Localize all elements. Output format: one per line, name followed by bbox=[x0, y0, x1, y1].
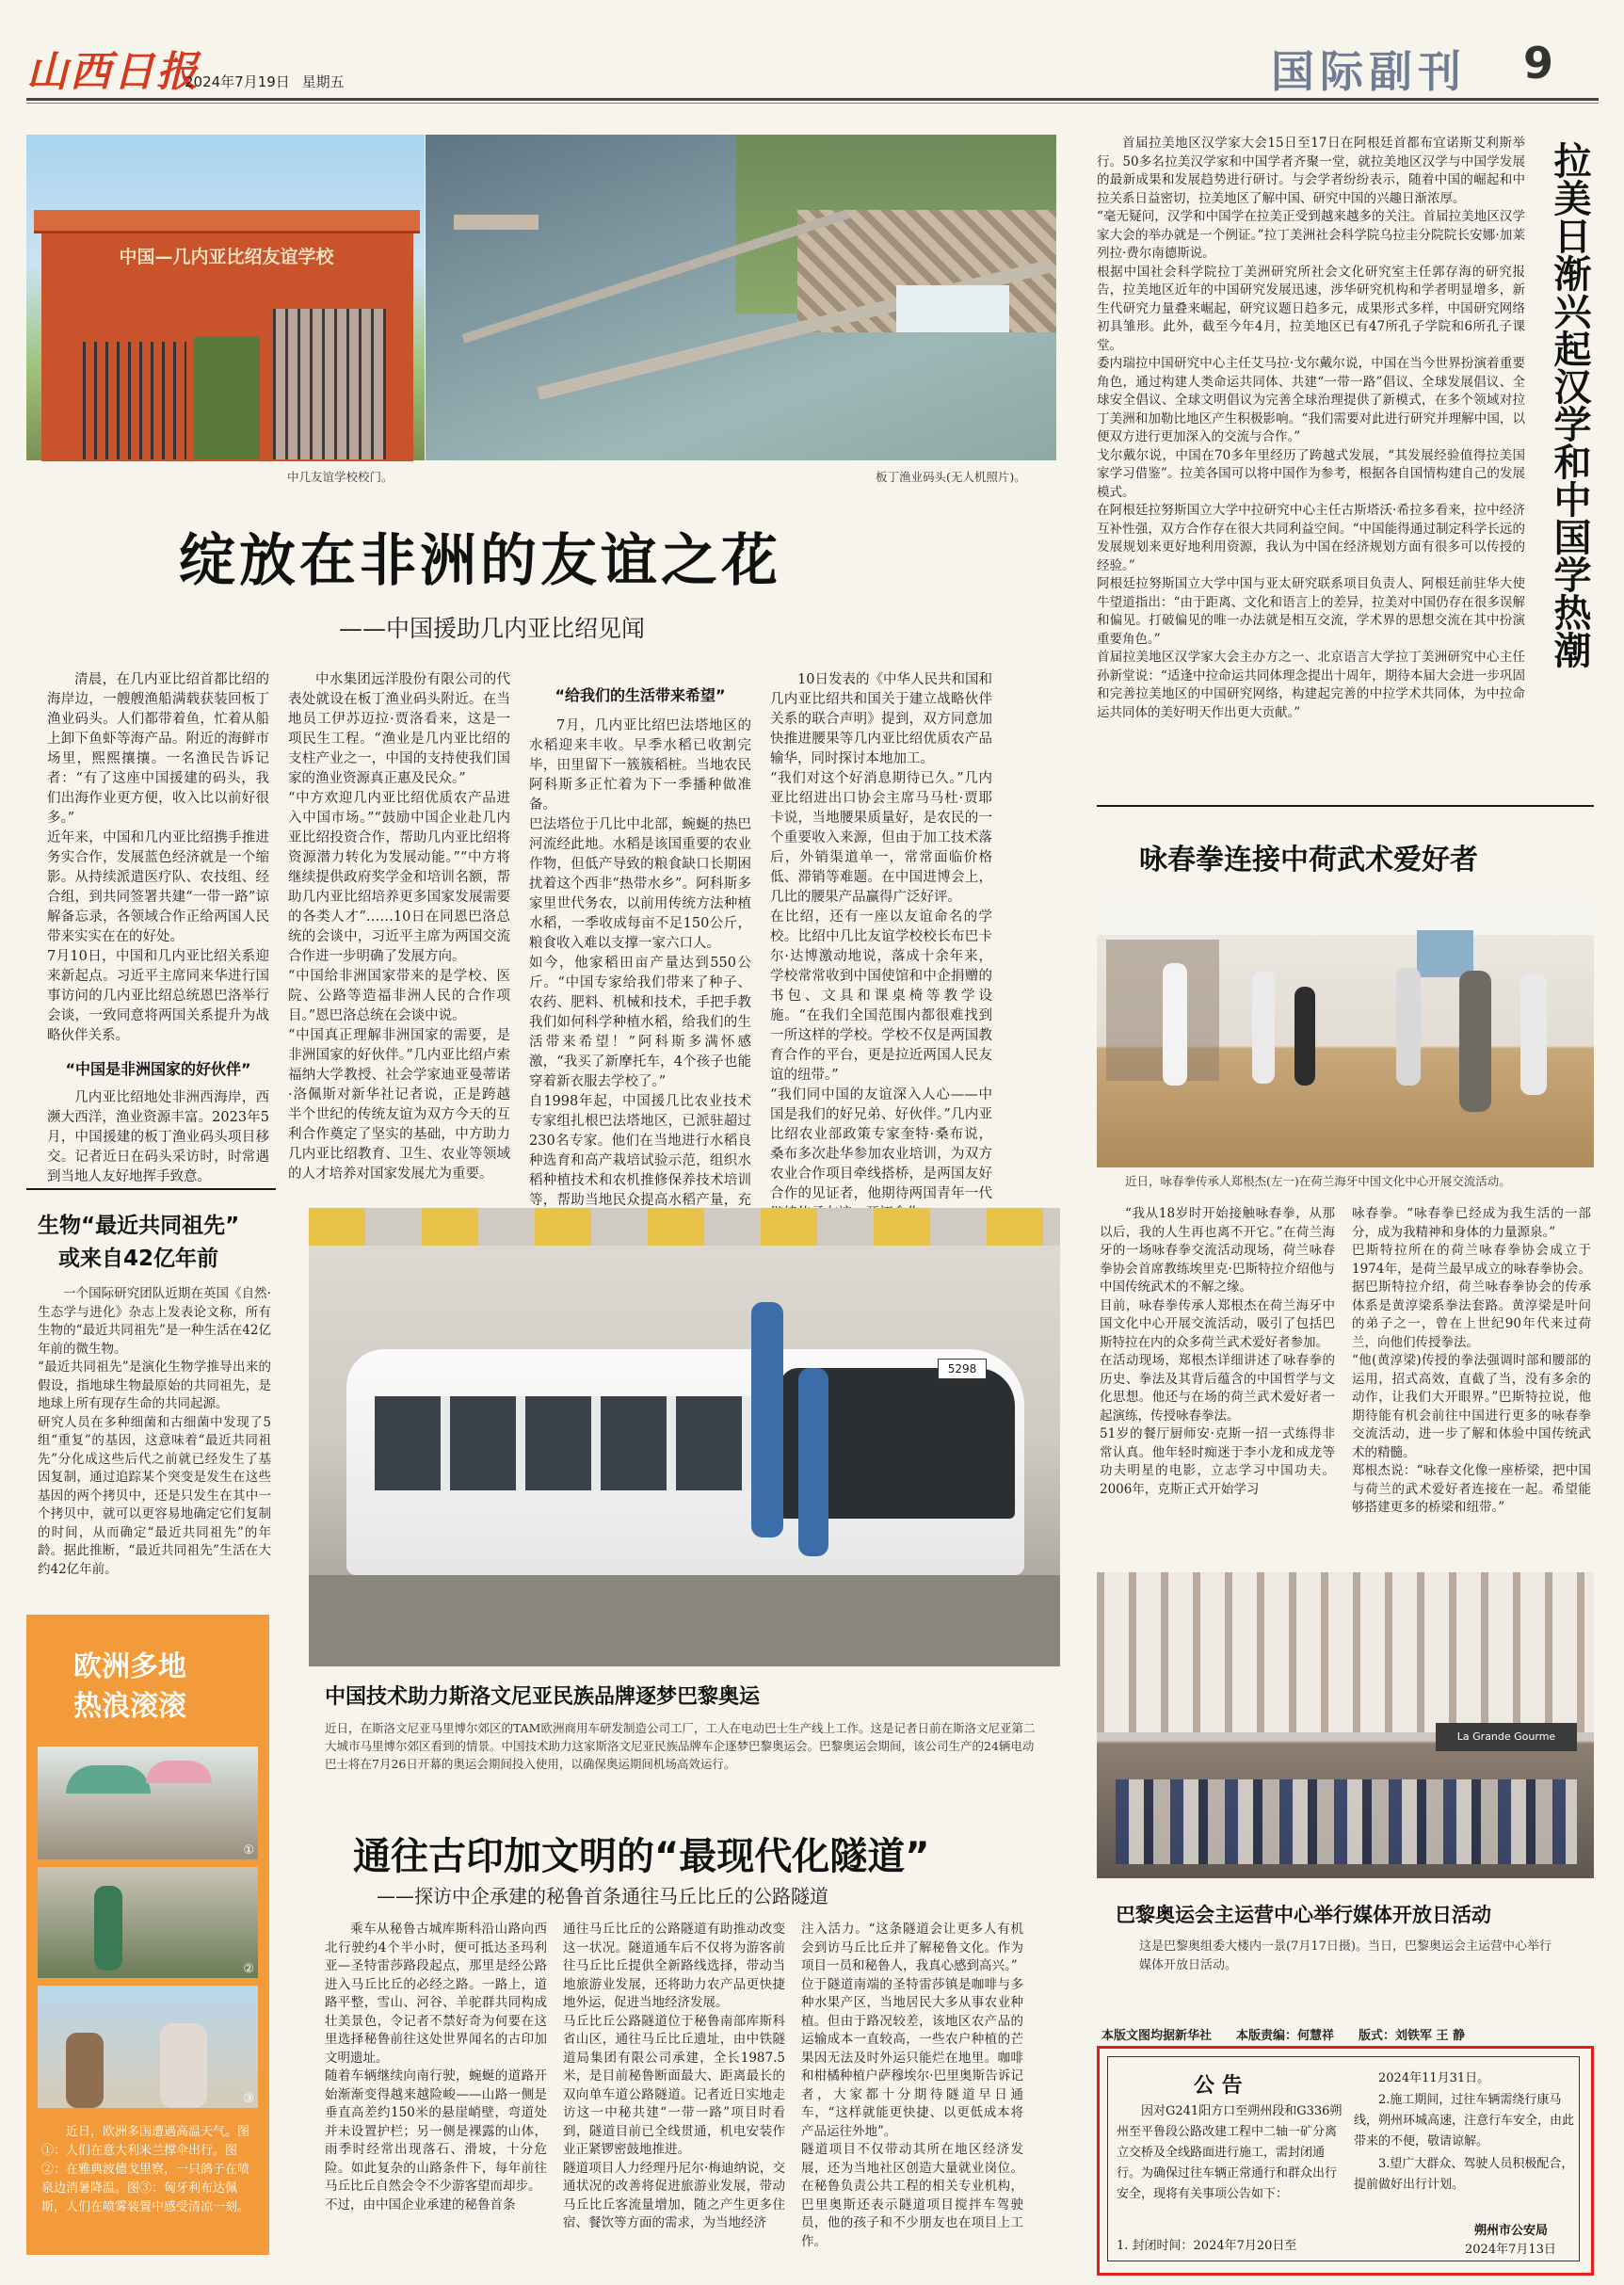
notice-title: 公 告 bbox=[1194, 2074, 1243, 2098]
heatwave-photo-1 bbox=[38, 1746, 258, 1859]
heatwave-marker-2: ② bbox=[243, 1962, 254, 1976]
tunnel-col2-text: 通往马丘比丘的公路隧道有助推动改变这一状况。隧道通车后不仅将为游客前往马丘比丘提供全新路线选择，带动当地旅游业发展，还将助力农产品更快捷地外运，促进当地经济发展。 马丘比丘公路隧道位于秘鲁南部库斯科省山区，通往马丘比丘遗址，由中铁隧道局集团有限公司承建，全长1987.5米，是目前秘鲁断面最大、距离最长的双向单车道公路隧道。记者近日实地走访这一中秘共建“一带一路”项目时看到，隧道目前已全线贯通，机电安装作业正紧锣密鼓地推进。 隧道项目人力经理丹尼尔·梅迪纳说，交通状况的改善将促进旅游业发展，带动马丘比丘客流量增加，随之产生更多住宿、餐饮等方面的需求，为当地经济 bbox=[563, 1922, 785, 2230]
heatwave-title-2: 热浪滚滚 bbox=[73, 1690, 186, 1723]
wushu-col1 bbox=[1100, 1205, 1335, 1525]
tunnel-subtitle: ——探访中企承建的秘鲁首条通往马丘比丘的公路隧道 bbox=[377, 1885, 828, 1907]
pier-aerial-photo bbox=[426, 135, 1056, 460]
section-title: 国际副刊 bbox=[1271, 46, 1467, 97]
notice-date: 2024年7月13日 bbox=[1465, 2243, 1556, 2257]
heatwave-caption: 近日，欧洲多国遭遇高温天气。图①：人们在意大利米兰撑伞出行。图②：在雅典波德戈里察，一只鸽子在喷泉边消暑降温。图③：匈牙利布达佩斯，人们在喷雾装置中感受清凉一刻。 bbox=[41, 2125, 250, 2214]
latin-body-text: 首届拉美地区汉学家大会15日至17日在阿根廷首都布宜诺斯艾利斯举行。50多名拉美汉学家和中国学者齐聚一堂，就拉美地区汉学与中国学发展的最新成果和发展趋势进行研讨。与会学者纷纷表示，随着中国的崛起和中拉关系日益密切，拉美地区了解中国、研究中国的兴趣日渐浓厚。 “毫无疑问，汉学和中国学在拉美正受到越来越多的关注。首届拉美地区汉学家大会的举办就是一个例证。”拉丁美洲社会科学院乌拉圭分院院长安娜·加莱列拉·费尔南德斯说。 根据中国社会科学院拉丁美洲研究所社会文化研究室主任郭存海的研究报告，拉美地区近年的中国研究发展迅速，涉华研究机构和学者明显增多，新生代研究力量叠来崛起，研究议题日趋多元，成果形式多样，中国研究网络初具雏形。此外，截至今年4月，拉美地区已有47所孔子学院和6所孔子课堂。 委内瑞拉中国研究中心主任艾马拉·戈尔戴尔说，中国在当今世界扮演着重要角色，通过构建人类命运共同体、共建“一带一路”倡议、全球发展倡议、全球安全倡议、全球文明倡议为完善全球治理提供了新模式，在多个领域对拉丁美洲和加勒比地区产生积极影响。“我们需要对此进行研究并理解中国，以便双方进行更加深入的交流与合作。” 戈尔戴尔说，中国在70多年里经历了跨越式发展，“其发展经验值得拉美国家学习借鉴”。拉美各国可以将中国作为参考，根据各自国情构建自己的发展模式。 在阿根廷拉努斯国立大学中拉研究中心主任古斯塔沃·希拉多看来，拉中经济互补性强，双方合作存在很大共同利益空间。“中国能得通过制定科学长远的发展规划来更好地利用资源，我认为中国在经济规划方面有很多可以传授的经验。” 阿根廷拉努斯国立大学中国与亚太研究联系项目负责人、阿根廷前驻华大使牛望道指出：“由于距离、文化和语言上的差异，拉美对中国仍存在很多误解和偏见。打破偏见的唯一办法就是相互交流，学术界的思想交流在其中扮演重要角色。” 首届拉美地区汉学家大会主办方之一、北京语言大学拉丁美洲研究中心主任孙新堂说：“适逢中拉命运共同体理念提出十周年，期待本届大会进一步巩固和完善拉美地区的中国研究网络，构建起完善的中拉学术共同体，为中拉命运共同体的美好明天作出更大贡献。” bbox=[1097, 136, 1525, 720]
masthead-date bbox=[185, 72, 345, 91]
africa-col4 bbox=[770, 670, 992, 1201]
notice-item-1: 1. 封闭时间：2024年7月20日至 bbox=[1117, 2239, 1297, 2253]
masthead-rule-thin bbox=[26, 103, 1599, 104]
tunnel-col1-text: 乘车从秘鲁古城库斯科沿山路向西北行驶约4个半小时，便可抵达圣玛利亚—圣特雷莎路段起点，那里是经公路进入马丘比丘的必经之路。一路上，道路平整，雪山、河谷、羊驼群共同构成壮美景色，令记者不禁好奇为何要在这里选择秘鲁前往这处世界闻名的古印加文明遗址。 随着车辆继续向南行驶，蜿蜒的道路开始渐渐变得越来越险峻——山路一侧是垂直高差约150米的悬崖峭壁，弯道处并未设置护栏；另一侧是裸露的山体，雨季时经常出现落石、滑坡，十分危险。如此复杂的山路条件下，每年前往马丘比丘自然会令不少游客望而却步。 不过，由中国企业承建的秘鲁首条 bbox=[325, 1922, 547, 2213]
paris-title: 巴黎奥运会主运营中心举行媒体开放日活动 bbox=[1116, 1904, 1491, 1926]
tunnel-col3 bbox=[801, 1921, 1023, 2278]
africa-title: 绽放在非洲的友谊之花 bbox=[179, 528, 781, 594]
latin-divider bbox=[1097, 805, 1594, 807]
masthead-rule bbox=[26, 98, 1599, 101]
heatwave-photo-3 bbox=[38, 1986, 258, 2108]
issue-weekday: 星期五 bbox=[301, 73, 345, 90]
paris-sign: La Grande Gourme bbox=[1436, 1723, 1577, 1751]
bus-factory-photo bbox=[309, 1208, 1060, 1666]
wushu-col2-text: 咏春拳。“咏春拳已经成为我生活的一部分，成为我精神和身体的力量源泉。” 巴斯特拉所在的荷兰咏春拳协会成立于1974年，是荷兰最早成立的咏春拳协会。据巴斯特拉介绍，荷兰咏春拳协会的传承体系是黄淳梁系拳法套路。黄淳梁是叶问的弟子之一，曾在上世纪90年代来过荷兰，向他们传授拳法。 “他(黄淳梁)传授的拳法强调时部和腰部的运用，招式高效，直截了当，没有多余的动作，让我们大开眼界。”巴斯特拉说，他期待能有机会前往中国进行更多的咏春拳交流活动，进一步了解和体验中国传统武术的精髓。 郑根杰说：“咏春文化像一座桥梁，把中国与荷兰的武术爱好者连接在一起。希望能够搭建更多的桥梁和纽带。” bbox=[1352, 1206, 1591, 1515]
tunnel-col1 bbox=[325, 1921, 547, 2278]
notice-issuer: 朔州市公安局 bbox=[1474, 2224, 1549, 2238]
africa-subhead-2: “给我们的生活带来希望” bbox=[555, 686, 726, 704]
ancestor-title-1: 生物“最近共同祖先” bbox=[38, 1214, 240, 1238]
africa-col3-text: 7月，几内亚比绍巴法塔地区的水稻迎来丰收。早季水稻已收割完毕，田里留下一簇簇稻桩。当地农民阿科斯多正忙着为下一季播种做准备。 巴法塔位于几比中北部，蜿蜒的热巴河流经此地。水稻是该国重要的农业作物，但低产导致的粮食缺口长期困扰着这个西非“热带水乡”。阿科斯多家里世代务农，以前用传统方法种植水稻，一季收成每亩不足150公斤，粮食收入难以支撑一家六口人。 如今，他家稻田亩产量达到550公斤。“中国专家给我们带来了种子、农药、肥料、机械和技术，手把手教我们如何科学种植水稻，给我们的生活带来希望！”阿科斯多满怀感激，“我买了新摩托车，4个孩子也能穿着新衣服去学校了。” 自1998年起，中国援几比农业技术专家组扎根巴法塔地区，已派驻超过230名专家。他们在当地进行水稻良种选育和高产栽培试验示范，组织水稻种植技术和农机推修保养技术培训等，帮助当地民众提高水稻产量，充 bbox=[529, 718, 751, 1208]
africa-col3 bbox=[529, 670, 751, 1208]
page-credits: 本版文图均据新华社 本版责编：何慧祥 版式：刘铁军 王 静 bbox=[1101, 2029, 1466, 2043]
bus-title: 中国技术助力斯洛文尼亚民族品牌逐梦巴黎奥运 bbox=[325, 1685, 761, 1709]
wushu-photo bbox=[1097, 897, 1594, 1167]
school-photo-caption: 中几友谊学校校门。 bbox=[287, 470, 394, 484]
notice-box bbox=[1097, 2046, 1594, 2276]
ancestor-title-2: 或来自42亿年前 bbox=[58, 1247, 219, 1271]
africa-col2 bbox=[288, 670, 510, 1182]
heatwave-title-1: 欧洲多地 bbox=[73, 1650, 186, 1683]
wushu-title: 咏春拳连接中荷武术爱好者 bbox=[1139, 844, 1478, 877]
issue-date: 2024年7月19日 bbox=[185, 73, 290, 90]
left-col-divider bbox=[26, 1188, 276, 1190]
heatwave-box bbox=[26, 1615, 269, 2255]
heatwave-photo-2 bbox=[38, 1867, 258, 1978]
tunnel-col3-text: 注入活力。“这条隧道会让更多人有机会到访马丘比丘并了解秘鲁文化。作为项目一员和秘鲁人，我真心感到高兴。” 位于隧道南端的圣特雷莎镇是咖啡与多种水果产区，当地居民大多从事农业种植。但由于路况较差，该地区农产品的运输成本一直较高，一些农户种植的芒果因无法及时外运只能烂在地里。咖啡和柑橘种植户萨穆埃尔·巴里奥斯告诉记者，大家都十分期待隧道早日通车，“这样就能更快捷、以更低成本将产品运往外地”。 隧道项目不仅带动其所在地区经济发展，还为当地社区创造大量就业岗位。在秘鲁负责公共工程的相关专业机构，巴里奥斯还表示隧道项目搅拌车驾驶员，他的孩子和不少朋友也在项目上工作。 bbox=[801, 1922, 1023, 2249]
notice-right-top: 2024年11月31日。 bbox=[1378, 2071, 1490, 2085]
tunnel-col2 bbox=[563, 1921, 785, 2278]
school-gate-photo bbox=[26, 135, 425, 460]
bus-caption: 近日，在斯洛文尼亚马里博尔郊区的TAM欧洲商用车研发制造公司工厂，工人在电动巴士生产线上工作。这是记者日前在斯洛文尼亚第二大城市马里博尔郊区看到的情景。中国技术助力这家斯洛文尼亚民族品牌车企逐梦巴黎奥运会。巴黎奥运会期间，该公司生产的24辆电动巴士将在7月26日开幕的奥运会期间投入使用，以确保奥运期间机场高效运行。 bbox=[325, 1721, 1036, 1771]
notice-item-2: 2.施工期间，过往车辆需绕行康马线，朔州环城高速，注意行车安全，由此带来的不便，敬请谅解。 bbox=[1354, 2093, 1575, 2148]
latin-body bbox=[1097, 135, 1525, 784]
africa-col1-text-b: 几内亚比绍地处非洲西海岸，西濒大西洋，渔业资源丰富。2023年5月，中国援建的板丁渔业码头项目移交。记者近日在码头采访时，时常遇到当地人友好地挥手致意。 bbox=[47, 1090, 269, 1184]
heatwave-marker-3: ③ bbox=[243, 2092, 254, 2106]
notice-body: 因对G241阳方口至朔州段和G336朔州至平鲁段公路改建工程中二轴一矿分离立交桥及全线路面进行施工，需封闭通行。为确保过往车辆正常通行和群众出行安全，现将有关事项公告如下： bbox=[1117, 2104, 1343, 2201]
heatwave-marker-1: ① bbox=[243, 1843, 254, 1858]
school-gate-sign: 中国—几内亚比绍友谊学校 bbox=[119, 247, 334, 267]
latin-title: 拉美日渐兴起汉学和中国学热潮 bbox=[1548, 141, 1591, 668]
ancestor-body bbox=[38, 1285, 271, 1610]
tunnel-title: 通往古印加文明的“最现代化隧道” bbox=[353, 1835, 930, 1878]
paris-hall-photo bbox=[1097, 1572, 1594, 1878]
wushu-col2 bbox=[1352, 1205, 1591, 1525]
notice-item-3: 3.望广大群众、驾驶人员积极配合，提前做好出行计划。 bbox=[1354, 2157, 1574, 2192]
africa-col2-text: 中水集团远洋股份有限公司的代表处就设在板丁渔业码头附近。在当地员工伊苏迈拉·贾洛看来，这是一项民生工程。“渔业是几内亚比绍的支柱产业之一，中国的支持使我们国家的渔业资源真正惠及民众。” “中方欢迎几内亚比绍优质农产品进入中国市场。”“鼓励中国企业赴几内亚比绍投资合作，帮助几内亚比绍将资源潜力转化为发展动能。”“中方将继续提供政府奖学金和培训名额，帮助几内亚比绍培养更多国家发展需要的各类人才”……10日在同恩巴洛总统的会谈中，习近平主席为两国交流合作进一步明确了发展方向。 “中国给非洲国家带来的是学校、医院、公路等造福非洲人民的合作项目。”恩巴洛总统在会谈中说。 “中国真正理解非洲国家的需要，是非洲国家的好伙伴。”几内亚比绍卢索福纳大学教授、社会学家迪亚曼蒂诺·洛佩斯对新华社记者说，正是跨越半个世纪的传统友谊为双方今天的互利合作奠定了坚实的基础，中方助力几内亚比绍教育、卫生、农业等领域的人才培养对国家发展尤为重要。 bbox=[288, 672, 510, 1182]
wushu-col1-text: “我从18岁时开始接触咏春拳，从那以后，我的人生再也离不开它。”在荷兰海牙的一场咏春拳交流活动现场，荷兰咏春拳协会首席教练埃里克·巴斯特拉介绍他与中国传统武术的不解之缘。 目前，咏春拳传承人郑根杰在荷兰海牙中国文化中心开展交流活动，吸引了包括巴斯特拉在内的众多荷兰武术爱好者参加。 在活动现场，郑根杰详细讲述了咏春拳的历史、拳法及其背后蕴含的中国哲学与文化思想。他还与在场的荷兰武术爱好者一起演练，传授咏春拳法。 51岁的餐厅厨师安·克斯一招一式练得非常认真。他年轻时痴迷于李小龙和成龙等功夫明星的电影，立志学习中国功夫。2006年，克斯正式开始学习 bbox=[1100, 1206, 1335, 1497]
paris-caption: 这是巴黎奥组委大楼内一景(7月17日摄)。当日，巴黎奥运会主运营中心举行媒体开放日活动。 bbox=[1139, 1939, 1552, 1972]
masthead-logo: 山西日报 bbox=[26, 48, 200, 96]
africa-col1-text-a: 清晨，在几内亚比绍首都比绍的海岸边，一艘艘渔船满载获装回板丁渔业码头。人们都带着鱼，忙着从船上卸下鱼虾等海产品。附近的海鲜市场里，熙熙攘攘。一名渔民告诉记者：“有了这座中国援建的码头，我们出海作业更方便，收入比以前好很多。” 近年来，中国和几内亚比绍携手推进务实合作，发展蓝色经济就是一个缩影。从持续派遣医疗队、农技组、经合组，到共同签署共建“一带一路”谅解备忘录，各领域合作正给两国人民带来实实在在的好处。 7月10日，中国和几内亚比绍关系迎来新起点。习近平主席同来华进行国事访问的几内亚比绍总统恩巴洛举行会谈，一致同意将两国关系提升为战略伙伴关系。 bbox=[47, 672, 269, 1043]
africa-col4-text: 10日发表的《中华人民共和国和几内亚比绍共和国关于建立战略伙伴关系的联合声明》提到，双方同意加快推进腰果等几内亚比绍优质农产品输华，同时探讨本地加工。 “我们对这个好消息期待已久。”几内亚比绍进出口协会主席马马杜·贾耶卡说，当地腰果质量好，是农民的一个重要收入来源，但由于加工技术落后，外销渠道单一，常常面临价格低、滞销等难题。在中国进博会上，几比的腰果产品赢得广泛好评。 在比绍，还有一座以友谊命名的学校。比绍中几比友谊学校校长布巴卡尔·达博激动地说，落成十余年来，学校常常收到中国使馆和中企捐赠的书包、文具和课桌椅等教学设施。“在我们全国范围内都很难找到一所这样的学校。学校不仅是两国教育合作的平台，更是拉近两国人民友谊的纽带。” “我们同中国的友谊深入人心——中国是我们的好兄弟、好伙伴。”几内亚比绍农业部政策专家奎特·桑布说，桑布多次赴华参加农业培训，为双方农业合作项目牵线搭桥，是两国友好合作的见证者，他期待两国青年一代 bbox=[770, 672, 992, 1201]
africa-subhead-1: “中国是非洲国家的好伙伴” bbox=[65, 1060, 251, 1078]
africa-subtitle: ——中国援助几内亚比绍见闻 bbox=[339, 615, 646, 642]
page-number: 9 bbox=[1523, 38, 1554, 89]
bus-plate: 5298 bbox=[938, 1359, 987, 1379]
wushu-caption: 近日，咏春拳传承人郑根杰(左一)在荷兰海牙中国文化中心开展交流活动。 bbox=[1125, 1174, 1511, 1188]
pier-photo-caption: 板丁渔业码头(无人机照片)。 bbox=[876, 470, 1026, 484]
ancestor-body-text: 一个国际研究团队近期在英国《自然·生态学与进化》杂志上发表论文称，所有生物的“最近共同祖先”是一种生活在42亿年前的微生物。 “最近共同祖先”是演化生物学推导出来的假设，指地球生物最原始的共同祖先，是地球上所有现存生命的共同起源。 研究人员在多种细菌和古细菌中发现了5组“重复”的基因，这意味着“最近共同祖先”分化成这些后代之前就已经发生了基因复制，通过追踪某个突变是发生在这些基因的两个拷贝中，还是只发生在其中一个拷贝中，就可以更容易地确定它们复制的时间，从而确定“最近共同祖先”的年龄。据此推断，“最近共同祖先”生活在大约42亿年前。 bbox=[38, 1286, 271, 1577]
